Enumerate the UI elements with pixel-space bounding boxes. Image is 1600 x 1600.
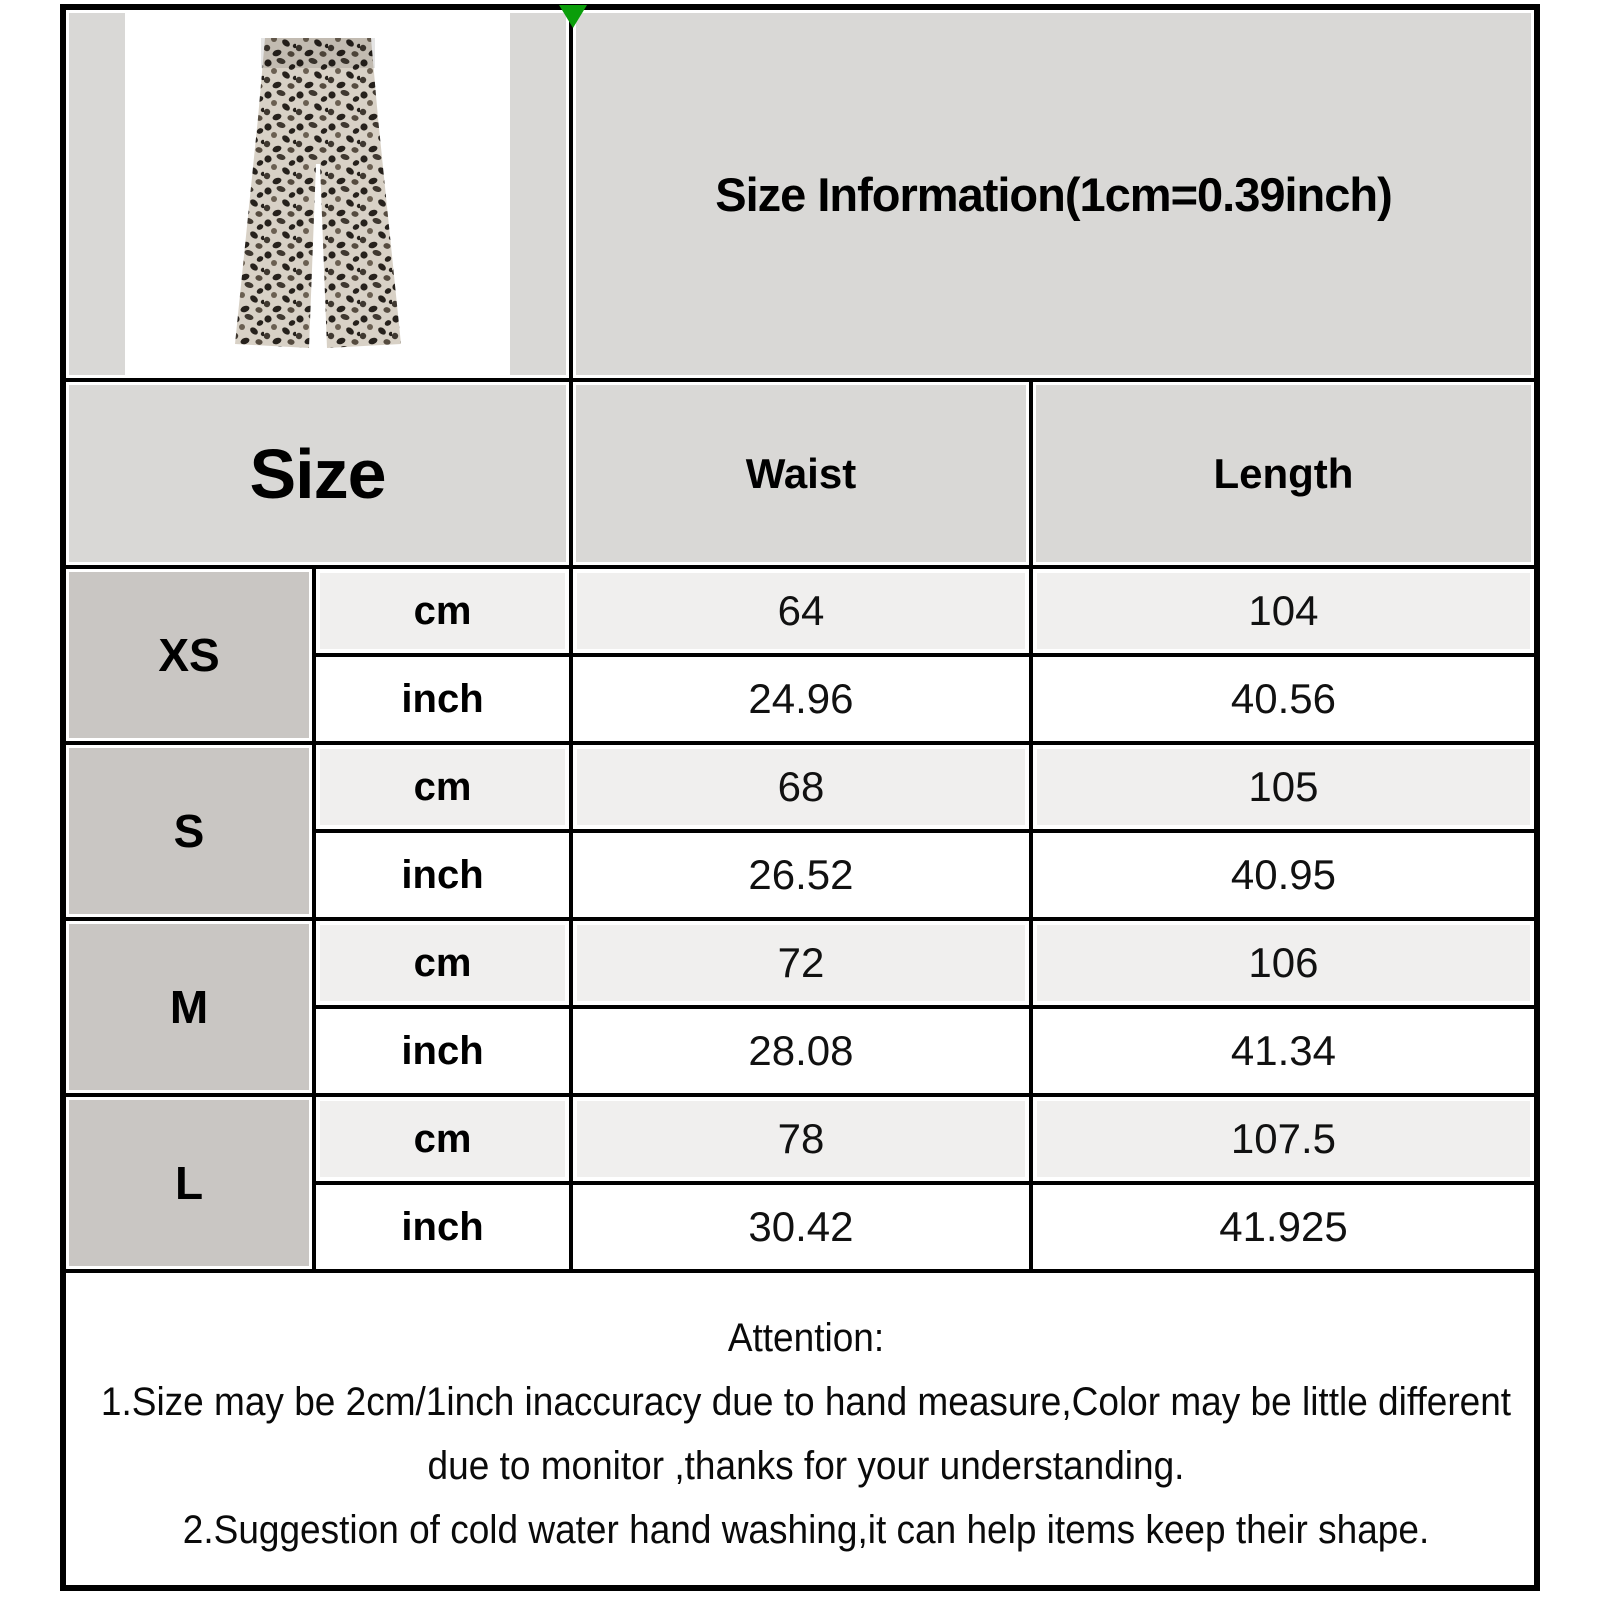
unit-label-cm: cm: [314, 743, 571, 831]
xs-length-inch: 40.56: [1031, 655, 1537, 743]
s-length-inch: 40.95: [1031, 831, 1537, 919]
xs-length-cm: 104: [1031, 567, 1537, 655]
size-column-header: Size: [63, 380, 571, 567]
size-info-title: Size Information(1cm=0.39inch): [715, 167, 1392, 221]
size-label-l: L: [63, 1095, 314, 1271]
size-information-table: [60, 4, 1540, 1591]
product-photo-cell: [63, 7, 571, 380]
leopard-print-pants-image: [168, 26, 468, 362]
l-waist-cm: 78: [571, 1095, 1031, 1183]
size-label-xs: XS: [63, 567, 314, 743]
unit-label-cm: cm: [314, 567, 571, 655]
xs-waist-inch: 24.96: [571, 655, 1031, 743]
unit-label-cm: cm: [314, 919, 571, 1007]
size-label-s: S: [63, 743, 314, 919]
length-column-header: Length: [1031, 380, 1537, 567]
m-length-inch: 41.34: [1031, 1007, 1537, 1095]
xs-waist-cm: 64: [571, 567, 1031, 655]
size-info-title-cell: [571, 7, 1537, 380]
attention-title: Attention:: [727, 1316, 885, 1360]
s-waist-inch: 26.52: [571, 831, 1031, 919]
unit-label-inch: inch: [314, 1007, 571, 1095]
unit-label-inch: inch: [314, 1183, 571, 1271]
l-waist-inch: 30.42: [571, 1183, 1031, 1271]
l-length-inch: 41.925: [1031, 1183, 1537, 1271]
attention-note-2: 2.Suggestion of cold water hand washing,it can help items keep their shape.: [182, 1508, 1430, 1552]
attention-section: [63, 1271, 1537, 1588]
m-length-cm: 106: [1031, 919, 1537, 1007]
unit-label-cm: cm: [314, 1095, 571, 1183]
s-length-cm: 105: [1031, 743, 1537, 831]
unit-label-inch: inch: [314, 655, 571, 743]
green-corner-marker-icon: [559, 5, 587, 28]
m-waist-inch: 28.08: [571, 1007, 1031, 1095]
l-length-cm: 107.5: [1031, 1095, 1537, 1183]
product-photo-background: [125, 10, 510, 378]
unit-label-inch: inch: [314, 831, 571, 919]
size-label-m: M: [63, 919, 314, 1095]
waist-column-header: Waist: [571, 380, 1031, 567]
m-waist-cm: 72: [571, 919, 1031, 1007]
attention-note-1: 1.Size may be 2cm/1inch inaccuracy due to hand measure,Color may be little different due to monitor ,thanks for your understanding.: [100, 1380, 1512, 1488]
s-waist-cm: 68: [571, 743, 1031, 831]
